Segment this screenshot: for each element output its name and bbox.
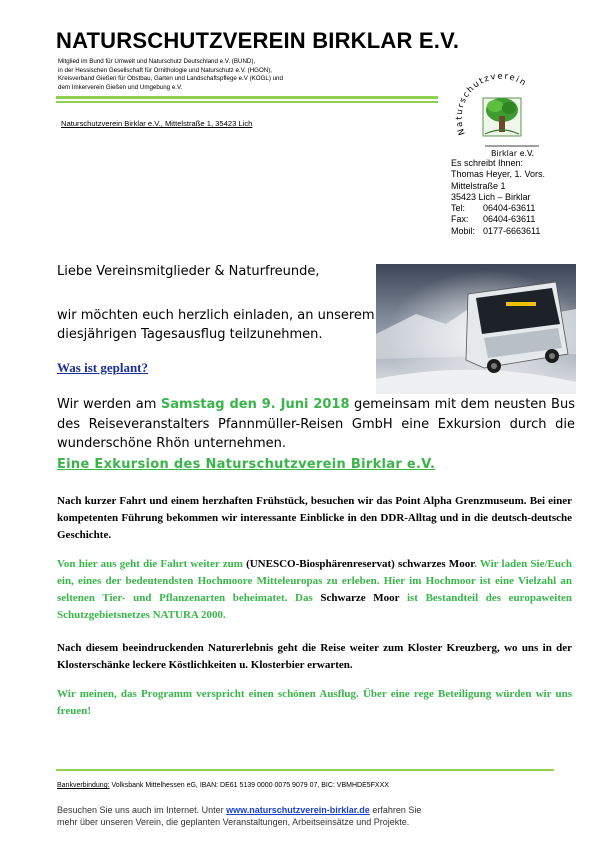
membership-line: Kreisverband Gießen für Obstbau, Garten und Landschaftspflege e.V (KOGL) und: [58, 75, 283, 82]
bank-details: [57, 782, 389, 789]
contact-city: 35423 Lich – Birklar: [451, 191, 531, 202]
greeting: Liebe Vereinsmitglieder & Naturfreunde,: [57, 264, 320, 279]
para3-text: schwarzes Moor: [394, 558, 475, 570]
para3-text: . Wir laden Sie/Euch ein, eines der bedeutendsten Hochmoore Mitteleuropas zu erleben. Hier im Hochmoor ist eine Vielzahl an seltenen Tier- und Pflanzenarten beheimatet. Das: [57, 558, 572, 604]
fax-label: Fax:: [451, 214, 469, 225]
membership-line: dem Imkerverein Gießen und Umgebung e.V.: [58, 83, 183, 91]
footer-divider: [56, 769, 554, 771]
closing-paragraph: Wir meinen, das Programm verspricht einen schönen Ausflug. Über eine rege Beteiligung würden wir uns freuen!: [57, 688, 572, 717]
para3-text: Von hier aus geht die Fahrt weiter zum: [57, 558, 247, 570]
contact-block: [451, 158, 545, 237]
paragraph-schwarzes-moor: [57, 556, 572, 624]
membership-line: in der Hessischen Gesellschaft für Ornithologie und Naturschutz e.V. (HGON),: [58, 66, 273, 74]
contact-intro: Es schreibt Ihnen:: [451, 158, 524, 168]
para3-text: ist Bestandteil des europaweiten Schutzgebietsnetzes NATURA 2000.: [57, 592, 573, 621]
fax-number: 06404-63611: [483, 214, 536, 225]
contact-tel: [451, 203, 545, 214]
header-divider-thin: [56, 101, 438, 103]
invite-line: wir möchten euch herzlich einladen, an unserem: [57, 308, 375, 323]
contact-fax: [451, 214, 545, 225]
mobil-number: 0177-6663611: [483, 225, 541, 236]
paragraph-kloster-kreuzberg: Nach diesem beeindruckenden Naturerlebnis geht die Reise weiter zum Kloster Kreuzberg, wo uns in der Klosterschänke leckere Köstlichkeiten u. Klosterbier erwarten.: [57, 642, 572, 671]
para1-text-end: gemeinsam mit dem neusten Bus des Reiseveranstalters Pfannmüller-Reisen GmbH eine Exkursion durch die wunderschöne Rhön unternehmen.: [57, 397, 575, 451]
logo-arc-text: Naturschutzverein: [455, 72, 529, 137]
para3-text: (UNESCO-Biosphärenreservat): [246, 558, 395, 570]
mobil-label: Mobil:: [451, 225, 476, 236]
header-divider: [56, 96, 438, 99]
club-logo: [455, 72, 547, 158]
page-title: NATURSCHUTZVEREIN BIRKLAR E.V.: [56, 28, 460, 53]
sender-address: Naturschutzverein Birklar e.V., Mittelstraße 1, 35423 Lich: [61, 119, 253, 128]
tel-number: 06404-63611: [483, 203, 536, 214]
tel-label: Tel:: [451, 203, 466, 214]
bus-photo: [376, 264, 576, 394]
bank-label: Bankverbindung:: [57, 782, 110, 789]
trip-date: Samstag den 9. Juni 2018: [160, 397, 350, 412]
invite-line: diesjährigen Tagesausflug teilzunehmen.: [57, 327, 323, 342]
contact-name: Thomas Heyer, 1. Vors.: [451, 169, 546, 180]
paragraph-point-alpha: Nach kurzer Fahrt und einem herzhaften Frühstück, besuchen wir das Point Alpha Grenzmuseum. Bei einer kompetenten Führung bekommen wir interessante Einblicke in den DDR-Alltag und in die deutsch-deutsche Geschichte.: [57, 495, 572, 541]
para3-text: Schwarze Moor: [320, 592, 400, 604]
website-note: [57, 804, 437, 828]
exkursion-line: Eine Exkursion des Naturschutzverein Birklar e.V.: [57, 457, 436, 472]
membership-info: [58, 58, 438, 92]
membership-line: Mitglied im Bund für Umwelt und Naturschutz Deutschland e.V. (BUND),: [58, 58, 256, 65]
logo-bottom-text: Birklar e.V.: [491, 149, 535, 158]
section-heading: Was ist geplant?: [57, 360, 149, 375]
para1-text-start: Wir werden am: [57, 397, 161, 412]
contact-street: Mittelstraße 1: [451, 180, 506, 191]
website-link[interactable]: www.naturschutzverein-birklar.de: [226, 805, 370, 815]
website-text: erfahren Sie mehr über unseren Verein, die geplanten Veranstaltungen, Arbeitseinsätze und Projekte.: [57, 805, 422, 827]
contact-mobil: [451, 226, 545, 237]
bank-text: Volksbank Mittelhessen eG, IBAN: DE61 5139 0000 0075 9079 07, BIC: VBMHDE5FXXX: [109, 782, 389, 789]
website-text: Besuchen Sie uns auch im Internet. Unter: [57, 805, 227, 815]
invitation-text: [57, 306, 375, 344]
trip-announcement: [57, 395, 575, 454]
